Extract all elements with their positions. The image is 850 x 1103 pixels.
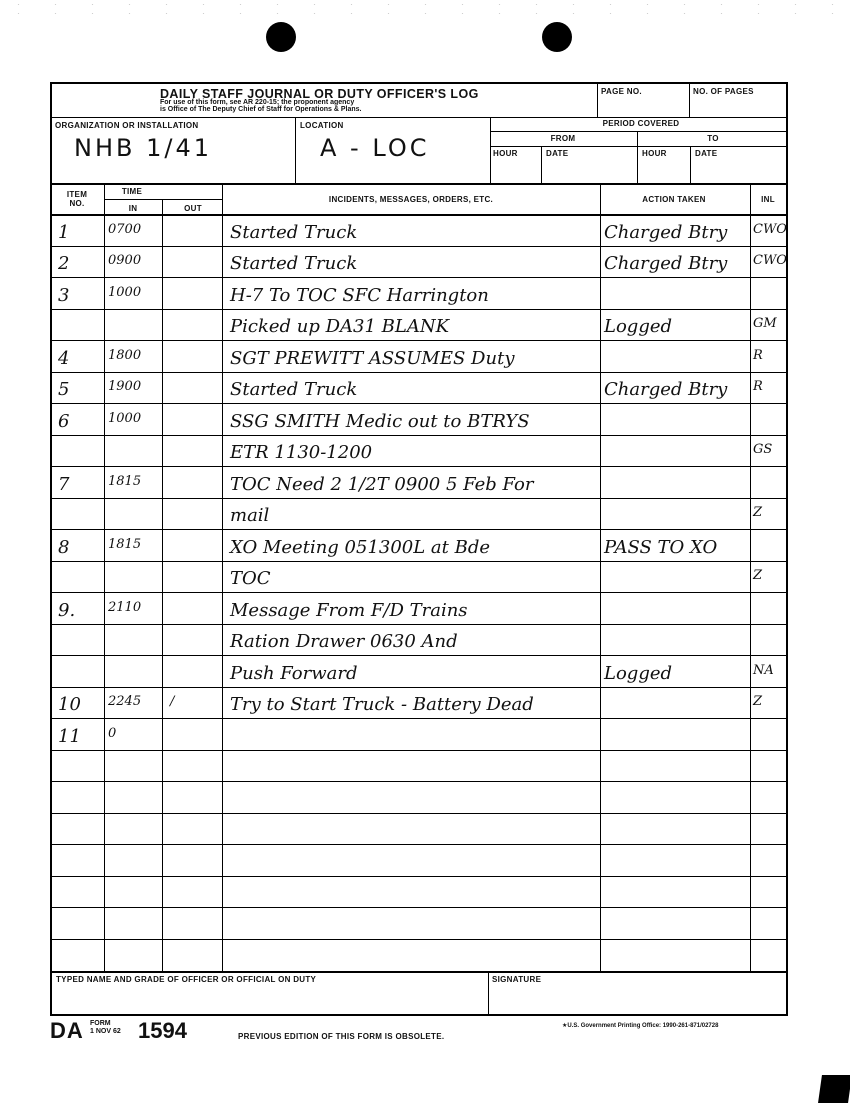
from-date-label: DATE: [546, 149, 569, 158]
row-action-taken[interactable]: Charged Btry: [604, 253, 728, 274]
row-initials[interactable]: GS: [753, 442, 773, 457]
row-incident-text[interactable]: Try to Start Truck - Battery Dead: [230, 694, 534, 715]
row-action-taken[interactable]: Logged: [604, 662, 673, 684]
row-incident-text[interactable]: Ration Drawer 0630 And: [230, 631, 458, 652]
row-action-taken[interactable]: Charged Btry: [604, 379, 728, 400]
row-rule: [52, 340, 786, 341]
row-rule: [52, 750, 786, 751]
row-rule: [52, 876, 786, 877]
row-rule: [52, 498, 786, 499]
row-action-taken[interactable]: Logged: [604, 316, 673, 337]
row-rule: [52, 277, 786, 278]
col-item-no: ITEM NO.: [66, 190, 88, 208]
row-incident-text[interactable]: Picked up DA31 BLANK: [230, 316, 450, 337]
row-incident-text[interactable]: Push Forward: [230, 662, 358, 684]
row-item-no[interactable]: 7: [58, 473, 70, 495]
row-incident-text[interactable]: H-7 To TOC SFC Harrington: [230, 284, 489, 306]
row-time-in[interactable]: 0: [108, 725, 117, 741]
row-initials[interactable]: Z: [753, 505, 763, 520]
to-date-label: DATE: [695, 149, 718, 158]
row-initials[interactable]: Z: [753, 694, 763, 709]
row-rule: [52, 781, 786, 782]
row-incident-text[interactable]: TOC Need 2 1/2T 0900 5 Feb For: [230, 473, 534, 495]
row-time-in[interactable]: 1000: [108, 284, 142, 300]
row-item-no[interactable]: 2: [58, 253, 70, 274]
row-item-no[interactable]: 6: [58, 410, 70, 432]
row-initials[interactable]: CWO: [753, 221, 787, 237]
page-no-label: PAGE NO.: [601, 87, 642, 96]
form-prefix: DA: [50, 1018, 84, 1043]
row-rule: [52, 246, 786, 247]
row-item-no[interactable]: 1: [58, 221, 70, 243]
row-incident-text[interactable]: XO Meeting 051300L at Bde: [230, 536, 491, 558]
row-time-in[interactable]: 1900: [108, 379, 142, 394]
row-initials[interactable]: R: [753, 347, 763, 363]
row-incident-text[interactable]: Started Truck: [230, 379, 358, 400]
row-item-no[interactable]: 11: [58, 725, 81, 747]
punch-hole-left: [266, 22, 296, 52]
row-rule: [52, 939, 786, 940]
punch-hole-right: [542, 22, 572, 52]
gpo-imprint: ★U.S. Government Printing Office: 1990-261-871/02728: [562, 1023, 719, 1029]
row-time-in[interactable]: 2110: [108, 599, 142, 615]
form-edition: FORM 1 NOV 62: [90, 1020, 121, 1035]
row-action-taken[interactable]: Charged Btry: [604, 221, 728, 243]
row-time-in[interactable]: 1800: [108, 347, 142, 363]
row-incident-text[interactable]: TOC: [230, 568, 271, 589]
row-initials[interactable]: R: [753, 379, 763, 394]
col-time-out: OUT: [184, 204, 202, 213]
row-time-in[interactable]: 2245: [108, 694, 142, 709]
row-incident-text[interactable]: Started Truck: [230, 221, 358, 243]
row-rule: [52, 718, 786, 719]
row-incident-text[interactable]: SGT PREWITT ASSUMES Duty: [230, 347, 515, 369]
row-rule: [52, 372, 786, 373]
row-time-in[interactable]: 1815: [108, 536, 142, 552]
row-action-taken[interactable]: PASS TO XO: [604, 536, 718, 558]
col-action-taken: ACTION TAKEN: [642, 195, 706, 204]
row-rule: [52, 561, 786, 562]
row-item-no[interactable]: 10: [58, 694, 81, 715]
row-initials[interactable]: NA: [753, 662, 774, 678]
row-time-out[interactable]: /: [170, 694, 175, 709]
organization-label: ORGANIZATION OR INSTALLATION: [55, 121, 199, 130]
row-rule: [52, 687, 786, 688]
row-initials[interactable]: Z: [753, 568, 763, 583]
row-rule: [52, 624, 786, 625]
row-item-no[interactable]: 9.: [58, 599, 76, 621]
no-of-pages-label: NO. OF PAGES: [693, 87, 754, 96]
form-subtitle-1: For use of this form, see AR 220-15; the proponent agency: [160, 99, 355, 106]
to-label: TO: [707, 134, 719, 143]
signature-label: SIGNATURE: [492, 975, 542, 984]
row-rule: [52, 435, 786, 436]
col-time: TIME: [121, 187, 143, 196]
row-time-in[interactable]: 1000: [108, 410, 142, 426]
col-initials: INL: [761, 195, 775, 204]
location-value[interactable]: A - LOC: [320, 134, 430, 162]
row-incident-text[interactable]: Message From F/D Trains: [230, 599, 468, 621]
row-incident-text[interactable]: SSG SMITH Medic out to BTRYS: [230, 410, 530, 432]
form-subtitle-2: is Office of The Deputy Chief of Staff for Operations & Plans.: [160, 106, 362, 113]
location-label: LOCATION: [300, 121, 344, 130]
row-incident-text[interactable]: Started Truck: [230, 253, 358, 274]
row-rule: [52, 309, 786, 310]
row-item-no[interactable]: 5: [58, 379, 70, 400]
row-rule: [52, 813, 786, 814]
period-covered-label: PERIOD COVERED: [602, 119, 680, 128]
row-initials[interactable]: CWO: [753, 253, 787, 268]
row-initials[interactable]: GM: [753, 316, 777, 331]
row-rule: [52, 655, 786, 656]
form-number: 1594: [138, 1018, 187, 1043]
from-label: FROM: [550, 134, 576, 143]
row-incident-text[interactable]: ETR 1130-1200: [230, 442, 373, 463]
from-hour-label: HOUR: [493, 149, 518, 158]
col-time-in: IN: [128, 204, 138, 213]
organization-value[interactable]: NHB 1/41: [74, 134, 212, 162]
row-rule: [52, 403, 786, 404]
row-time-in[interactable]: 0900: [108, 253, 142, 268]
scan-specks: [0, 0, 850, 14]
form-title: DAILY STAFF JOURNAL OR DUTY OFFICER'S LOG: [160, 87, 479, 101]
row-rule: [52, 907, 786, 908]
row-item-no[interactable]: 3: [58, 284, 70, 306]
row-rule: [52, 844, 786, 845]
journal-form: [50, 82, 788, 1016]
to-hour-label: HOUR: [642, 149, 667, 158]
row-time-in[interactable]: 1815: [108, 473, 142, 489]
typed-name-label: TYPED NAME AND GRADE OF OFFICER OR OFFICIAL ON DUTY: [56, 975, 317, 984]
scan-corner-shadow: [818, 1075, 850, 1103]
row-time-in[interactable]: 0700: [108, 221, 142, 237]
row-item-no[interactable]: 4: [58, 347, 70, 369]
col-incidents: INCIDENTS, MESSAGES, ORDERS, ETC.: [328, 195, 494, 204]
row-incident-text[interactable]: mail: [230, 505, 270, 526]
row-rule: [52, 592, 786, 593]
previous-edition-note: PREVIOUS EDITION OF THIS FORM IS OBSOLETE.: [238, 1032, 445, 1041]
row-rule: [52, 466, 786, 467]
row-item-no[interactable]: 8: [58, 536, 70, 558]
row-rule: [52, 529, 786, 530]
